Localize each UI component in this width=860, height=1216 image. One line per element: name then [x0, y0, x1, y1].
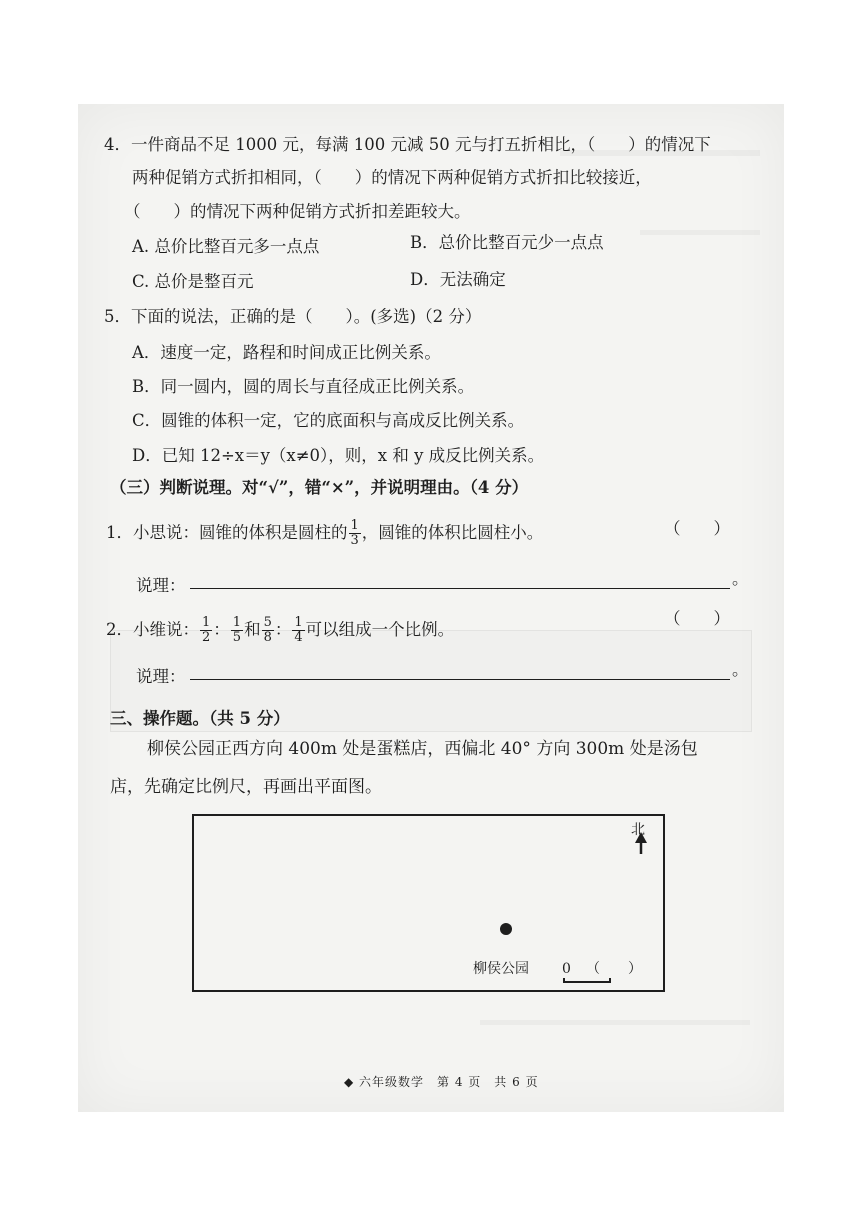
fraction-1-2	[200, 616, 212, 645]
bleed-through-mark	[640, 230, 760, 235]
q4-line3: （ ）的情况下两种促销方式折扣差距较大。	[124, 202, 471, 221]
map-drawing-area[interactable]	[192, 814, 665, 992]
fraction-numerator: 1	[294, 615, 303, 630]
q4-option-a: A. 总价比整百元多一点点	[132, 237, 320, 256]
fraction-numerator: 1	[202, 615, 211, 630]
q5-stem: 5．下面的说法，正确的是（ ）。(多选)（2 分）	[104, 307, 482, 326]
q4-line1: 4．一件商品不足 1000 元，每满 100 元减 50 元与打五折相比，（ ）的情况下	[104, 135, 711, 154]
section3-heading: （三）判断说理。对“√”，错“×”，并说明理由。（4 分）	[110, 478, 529, 497]
ratio-colon: ：	[274, 620, 292, 639]
judgment-1-text-a: 1．小思说：圆锥的体积是圆柱的	[106, 523, 348, 542]
q4-option-d: D．无法确定	[410, 270, 506, 289]
park-label: 柳侯公园	[473, 961, 529, 977]
q4-option-c: C. 总价是整百元	[132, 272, 254, 291]
fraction-denominator: 4	[294, 630, 303, 645]
bleed-through-mark	[480, 1020, 750, 1025]
fraction-numerator: 1	[350, 518, 359, 533]
park-dot	[500, 923, 512, 935]
judgment-1-explain-label: 说理：	[136, 576, 186, 595]
judgment-1-answer-paren[interactable]: （ ）	[664, 519, 730, 538]
q4-line2: 两种促销方式折扣相同，（ ）的情况下两种促销方式折扣比较接近，	[132, 168, 652, 187]
north-label: 北	[631, 822, 645, 838]
judgment-2-answer-paren[interactable]: （ ）	[664, 609, 730, 628]
judgment-2-explain-label: 说理：	[136, 667, 186, 686]
part3-line1: 柳侯公园正西方向 400m 处是蛋糕店，西偏北 40° 方向 300m 处是汤包	[147, 739, 698, 759]
judgment-2-suffix: 可以组成一个比例。	[305, 620, 455, 639]
q5-option-d: D．已知 12÷x＝y（x≠0），则，x 和 y 成反比例关系。	[132, 446, 545, 465]
judgment-2-and: 和	[244, 620, 261, 639]
q4-option-b: B．总价比整百元少一点点	[410, 233, 604, 252]
fraction-denominator: 8	[263, 630, 272, 645]
judgment-2-end-mark: 。	[732, 660, 749, 679]
fraction-numerator: 5	[263, 615, 272, 630]
fraction-denominator: 3	[350, 533, 359, 548]
q5-option-a: A．速度一定，路程和时间成正比例关系。	[132, 343, 441, 362]
fraction-1-5	[231, 616, 243, 645]
judgment-2-answer-line[interactable]	[190, 679, 730, 680]
judgment-2-prefix: 2．小维说：	[106, 620, 199, 639]
judgment-2-statement	[106, 610, 454, 650]
judgment-1-statement	[106, 518, 543, 548]
q5-option-b: B．同一圆内，圆的周长与直径成正比例关系。	[132, 377, 475, 396]
fraction-denominator: 5	[232, 630, 242, 645]
fraction-denominator: 2	[202, 630, 211, 645]
fraction-1-4	[292, 616, 304, 645]
judgment-1-text-b: ，圆锥的体积比圆柱小。	[361, 523, 544, 542]
fraction-5-8	[262, 616, 274, 645]
fraction-one-third	[349, 519, 361, 548]
scale-answer-paren[interactable]: （ ）	[586, 961, 642, 977]
ratio-colon: ：	[213, 620, 230, 639]
page-footer: ◆ 六年级数学 第 4 页 共 6 页	[344, 1075, 539, 1089]
judgment-1-answer-line[interactable]	[190, 588, 730, 589]
fraction-numerator: 1	[232, 615, 242, 630]
part3-line2: 店，先确定比例尺，再画出平面图。	[110, 777, 382, 797]
judgment-1-end-mark: 。	[732, 569, 749, 588]
q5-option-c: C．圆锥的体积一定，它的底面积与高成反比例关系。	[132, 411, 525, 430]
part3-heading: 三、操作题。（共 5 分）	[110, 709, 290, 728]
scale-zero-label: 0	[562, 961, 571, 977]
